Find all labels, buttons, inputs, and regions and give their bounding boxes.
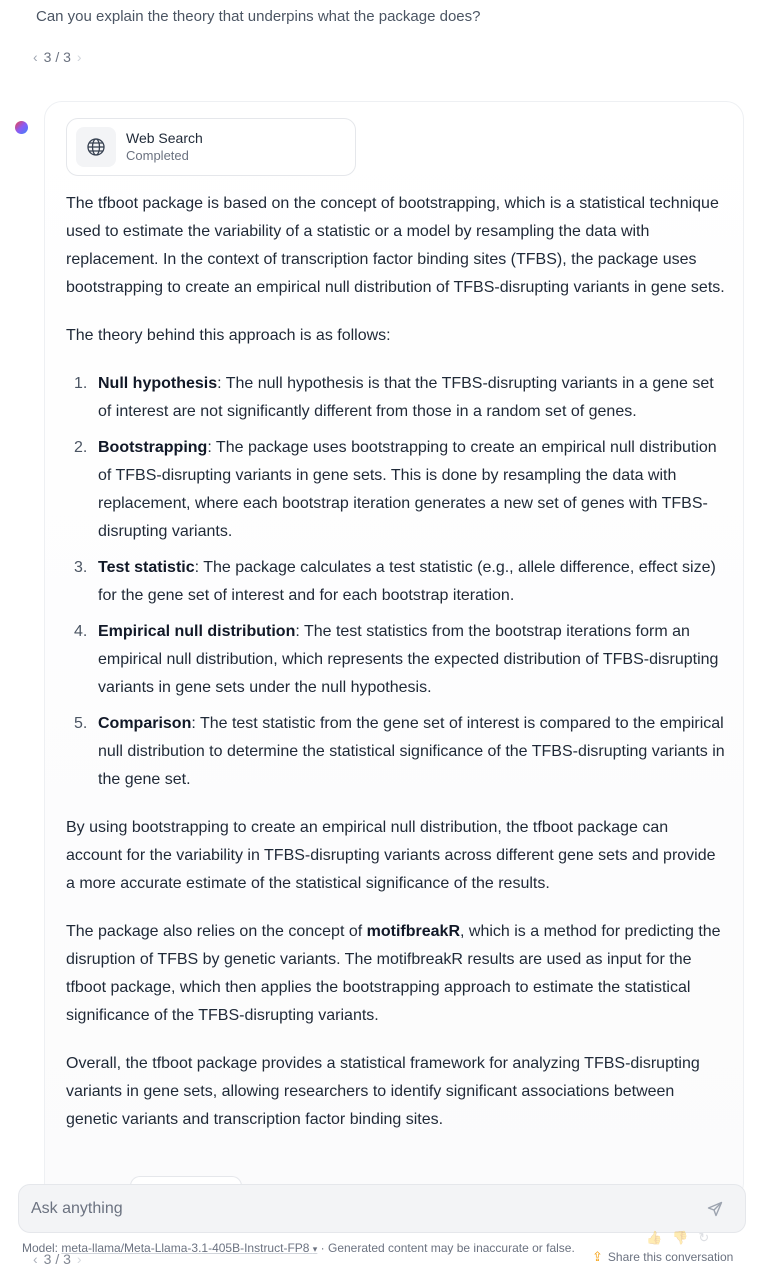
chevron-down-icon: ▾ bbox=[312, 1244, 318, 1254]
answer-content bbox=[66, 190, 726, 1154]
assistant-avatar bbox=[15, 121, 28, 134]
web-search-tool-card[interactable] bbox=[66, 118, 356, 176]
prev-response-icon[interactable]: ‹ bbox=[33, 49, 38, 65]
prev-response-icon[interactable]: ‹ bbox=[33, 1251, 38, 1267]
model-prefix: Model: bbox=[22, 1241, 62, 1255]
pager-label: 3 / 3 bbox=[43, 1251, 71, 1267]
send-button[interactable] bbox=[697, 1191, 733, 1227]
list-text: : The package calculates a test statistic (e.g., allele difference, effect size) for the gene set of interest and for each bootstrap iteration. bbox=[98, 559, 716, 604]
paragraph-text: The package also relies on the concept of bbox=[66, 923, 367, 940]
model-selector[interactable] bbox=[61, 1241, 317, 1255]
list-number: 2. bbox=[74, 439, 88, 456]
paragraph-text: , which is a method for predicting the disruption of TFBS by genetic variants. The motifbreakR results are used as input for the tfboot package, which then applies the bootstrapping approach to estimate the statistical significance of the TFBS-disrupting variants. bbox=[66, 923, 721, 1024]
disclaimer-text: · Generated content may be inaccurate or false. bbox=[317, 1241, 575, 1255]
list-term: Bootstrapping bbox=[98, 439, 208, 456]
send-icon bbox=[707, 1201, 723, 1217]
user-question: Can you explain the theory that underpins what the package does? bbox=[36, 8, 481, 25]
list-term: Test statistic bbox=[98, 559, 195, 576]
list-number: 3. bbox=[74, 559, 88, 576]
list-term: Empirical null distribution bbox=[98, 623, 296, 640]
answer-paragraph: Overall, the tfboot package provides a statistical framework for analyzing TFBS-disrupting variants in gene sets, allowing researchers to identify significant associations between genetic variants and transcription factor binding sites. bbox=[66, 1055, 700, 1128]
motifbreakr-term: motifbreakR bbox=[366, 923, 460, 940]
assistant-message bbox=[44, 101, 744, 1201]
list-item bbox=[66, 434, 726, 546]
thumbs-down-icon[interactable]: 👎 bbox=[672, 1230, 689, 1245]
list-item bbox=[66, 618, 726, 702]
tool-title: Web Search bbox=[126, 130, 203, 146]
pager-label: 3 / 3 bbox=[43, 49, 71, 65]
model-name: meta-llama/Meta-Llama-3.1-405B-Instruct-FP8 bbox=[61, 1241, 310, 1255]
thumbs-up-icon[interactable]: 👍 bbox=[646, 1230, 663, 1245]
tool-status: Completed bbox=[126, 148, 189, 163]
footer-disclaimer bbox=[22, 1240, 602, 1257]
next-response-icon[interactable]: › bbox=[76, 1251, 82, 1267]
list-number: 1. bbox=[74, 375, 88, 392]
share-conversation-button[interactable] bbox=[592, 1249, 733, 1265]
list-text: : The package uses bootstrapping to create an empirical null distribution of TFBS-disrupting variants in gene sets. This is done by resampling the data with replacement, where each bootstrap iteration generates a new set of genes with TFBS-disrupting variants. bbox=[98, 439, 717, 540]
feedback-icons bbox=[646, 1230, 709, 1246]
theory-list bbox=[66, 370, 726, 794]
share-icon: ⇪ bbox=[592, 1249, 603, 1264]
list-number: 4. bbox=[74, 623, 88, 640]
next-response-icon[interactable]: › bbox=[76, 49, 82, 65]
globe-icon bbox=[76, 127, 116, 167]
list-item bbox=[66, 710, 726, 794]
response-pager bbox=[33, 49, 82, 65]
retry-icon[interactable]: ↻ bbox=[698, 1230, 710, 1245]
share-label: Share this conversation bbox=[607, 1250, 734, 1264]
list-number: 5. bbox=[74, 715, 88, 732]
chat-input[interactable] bbox=[19, 1200, 697, 1218]
list-text: : The test statistics from the bootstrap iterations form an empirical null distribution, which represents the expected distribution of TFBS-disrupting variants in gene sets under the null hypothesis. bbox=[98, 623, 719, 696]
list-item bbox=[66, 370, 726, 426]
answer-paragraph: By using bootstrapping to create an empirical null distribution, the tfboot package can account for the variability in TFBS-disrupting variants across different gene sets and provide a more accurate estimate of the statistical significance of the results. bbox=[66, 819, 716, 892]
answer-paragraph bbox=[66, 918, 726, 1030]
list-item bbox=[66, 554, 726, 610]
list-text: : The test statistic from the gene set of interest is compared to the empirical null distribution to determine the statistical significance of the TFBS-disrupting variants in the gene set. bbox=[98, 715, 725, 788]
answer-paragraph: The theory behind this approach is as follows: bbox=[66, 327, 391, 344]
list-term: Null hypothesis bbox=[98, 375, 218, 392]
list-text: : The null hypothesis is that the TFBS-disrupting variants in a gene set of interest are not significantly different from those in a random set of genes. bbox=[98, 375, 714, 420]
list-term: Comparison bbox=[98, 715, 192, 732]
answer-paragraph: The tfboot package is based on the concept of bootstrapping, which is a statistical technique used to estimate the variability of a statistic or a model by resampling the data with replacement. In the context of transcription factor binding sites (TFBS), the package uses bootstrapping to create an empirical null distribution of TFBS-disrupting variants in gene sets. bbox=[66, 195, 725, 296]
chat-input-bar bbox=[18, 1184, 746, 1233]
